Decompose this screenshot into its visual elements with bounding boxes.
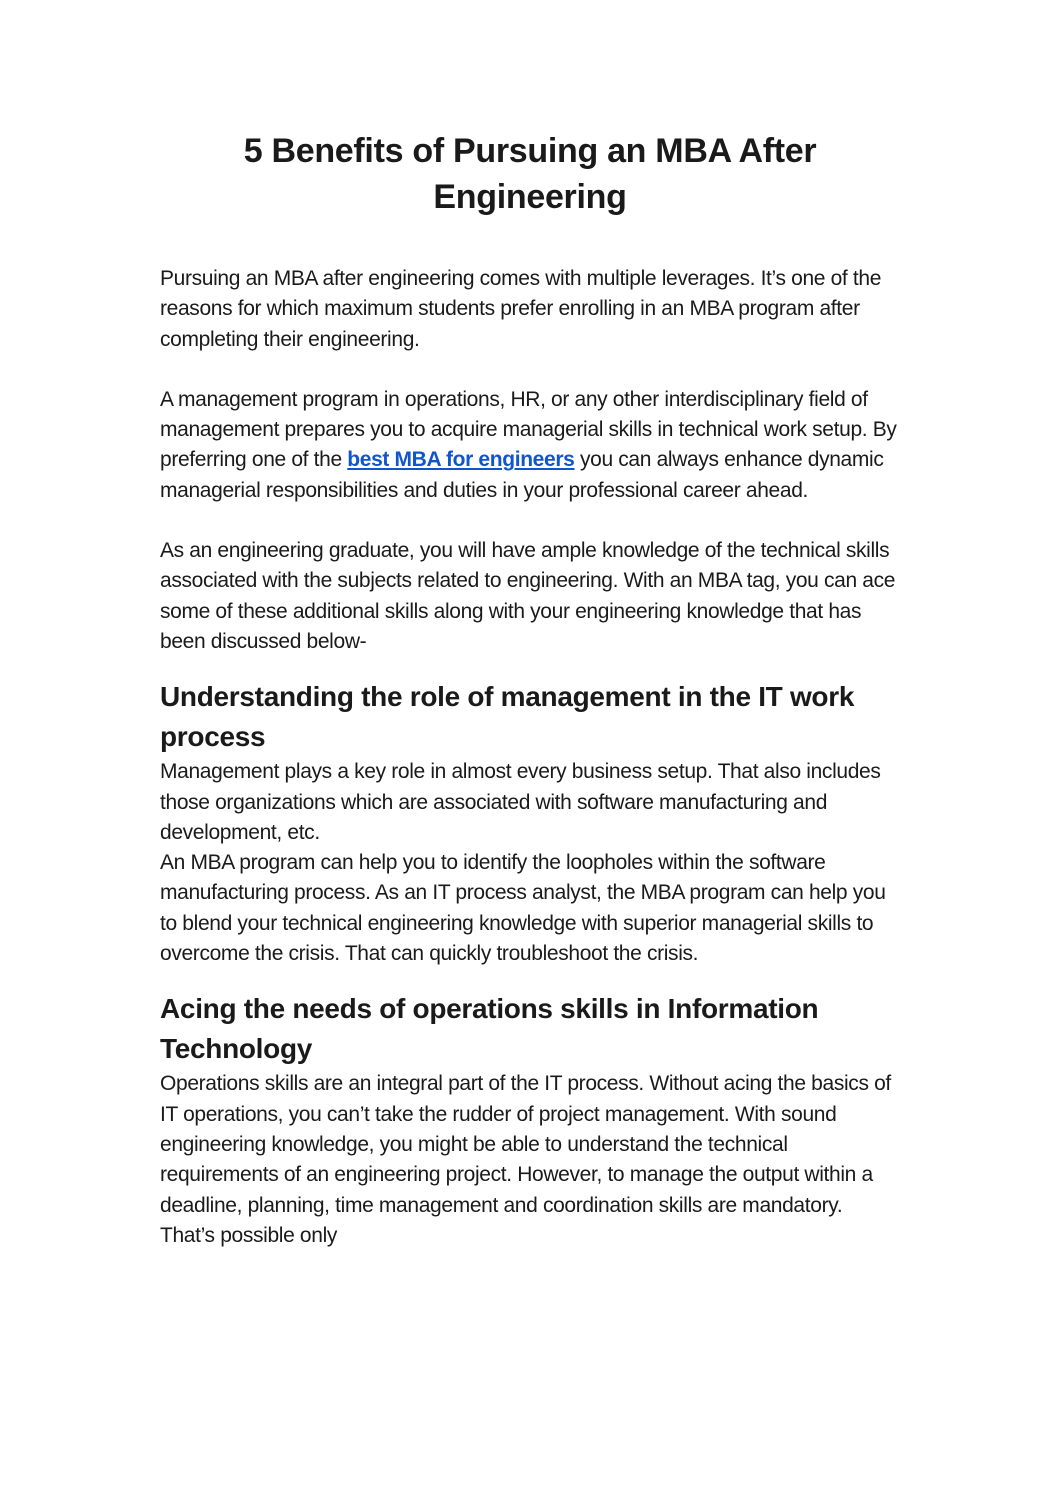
section-spacer: [160, 969, 900, 989]
intro-paragraph-2: [160, 385, 900, 506]
best-mba-for-engineers-link[interactable]: best MBA for engineers: [347, 448, 575, 472]
section-1-paragraph-1: Management plays a key role in almost every business setup. That also includes those organizations which are associated with software manufacturing and development, etc.: [160, 760, 881, 844]
section-spacer: [160, 657, 900, 677]
section-1-heading: Understanding the role of management in the IT work process: [160, 681, 855, 753]
document-page: [160, 128, 900, 1251]
intro-paragraph-2-text: A management program in operations, HR, or any other interdisciplinary field of management prepares you to acquire managerial skills in technical work setup. By preferring one of the: [160, 387, 897, 472]
paragraph-spacer: [160, 355, 900, 385]
document-title: 5 Benefits of Pursuing an MBA After Engineering: [243, 132, 817, 216]
section-2-paragraph-1: Operations skills are an integral part of the IT process. Without acing the basics of IT operations, you can’t take the rudder of project management. With sound engineering knowledge, you might be able to understand the technical requirements of an engineering project. However, to manage the output within a deadline, planning, time management and coordination skills are mandatory. That’s possible only: [160, 1072, 891, 1247]
section-2-heading: Acing the needs of operations skills in Information Technology: [160, 993, 819, 1065]
section-1-paragraph-2: An MBA program can help you to identify the loopholes within the software manufacturing process. As an IT process analyst, the MBA program can help you to blend your technical engineering knowledge with superior managerial skills to overcome the crisis. That can quickly troubleshoot the crisis.: [160, 851, 886, 966]
paragraph-spacer: [160, 506, 900, 536]
intro-paragraph-1: Pursuing an MBA after engineering comes with multiple leverages. It’s one of the reasons for which maximum students prefer enrolling in an MBA program after completing their engineering.: [160, 267, 882, 351]
intro-paragraph-2-text-after-link: you can always enhance dynamic managerial responsibilities and duties in your professional career ahead.: [160, 448, 884, 502]
intro-paragraph-3: As an engineering graduate, you will have ample knowledge of the technical skills associated with the subjects related to engineering. With an MBA tag, you can ace some of these additional skills along with your engineering knowledge that has been discussed below-: [160, 539, 896, 653]
